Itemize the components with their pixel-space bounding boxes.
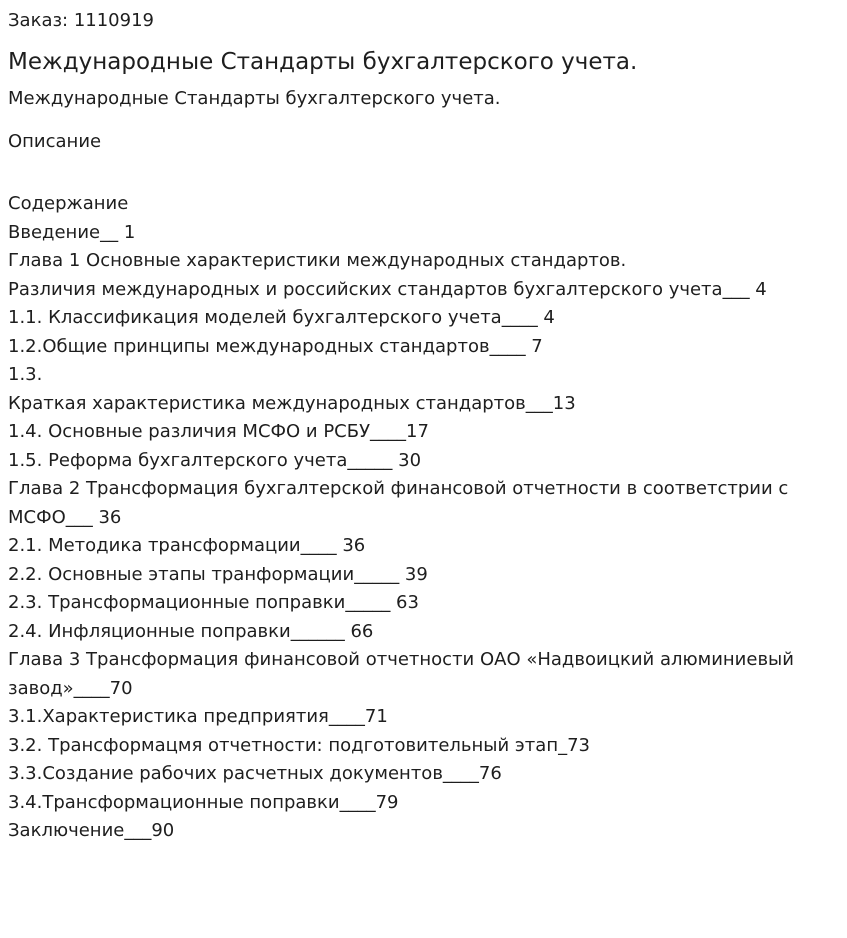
toc-item: 3.3.Создание рабочих расчетных документов____76: [8, 763, 502, 784]
toc-item: 3.4.Трансформационные поправки____79: [8, 791, 399, 813]
toc-item: 3.1.Характеристика предприятия____71: [8, 706, 388, 727]
toc-item: 2.4. Инфляционные поправки______ 66: [8, 620, 374, 642]
toc-item: 1.4. Основные различия МСФО и РСБУ____17: [8, 421, 429, 442]
toc-item: 2.2. Основные этапы транформации_____ 39: [8, 563, 428, 585]
table-of-contents: [8, 190, 842, 846]
toc-item: 2.3. Трансформационные поправки_____ 63: [8, 592, 419, 613]
page-title: Международные Стандарты бухгалтерского учета.: [8, 49, 638, 75]
toc-item: Краткая характеристика международных стандартов___13: [8, 392, 576, 414]
toc-item: 3.2. Трансформацмя отчетности: подготовительный этап_73: [8, 734, 590, 756]
order-number: Заказ: 1110919: [8, 10, 154, 31]
toc-item: Заключение___90: [8, 820, 175, 841]
toc-item: Различия международных и российских стандартов бухгалтерского учета___ 4: [8, 278, 767, 300]
toc-list: [8, 219, 842, 846]
page-subtitle: Международные Стандарты бухгалтерского учета.: [8, 88, 501, 109]
description-heading: Описание: [8, 131, 102, 152]
toc-item: Введение__ 1: [8, 221, 136, 243]
toc-item: Глава 1 Основные характеристики международных стандартов.: [8, 250, 627, 271]
toc-item: 1.5. Реформа бухгалтерского учета_____ 30: [8, 449, 422, 471]
toc-heading: Содержание: [8, 193, 129, 214]
toc-item: Глава 3 Трансформация финансовой отчетности ОАО «Надвоицкий алюминиевый завод»____70: [8, 649, 794, 699]
toc-item: 1.3.: [8, 364, 43, 385]
toc-item: 1.2.Общие принципы международных стандартов____ 7: [8, 335, 543, 357]
toc-item: 1.1. Классификация моделей бухгалтерского учета____ 4: [8, 307, 555, 328]
toc-item: Глава 2 Трансформация бухгалтерской финансовой отчетности в соответстрии с МСФО___ 36: [8, 478, 789, 528]
toc-item: 2.1. Методика трансформации____ 36: [8, 535, 366, 556]
